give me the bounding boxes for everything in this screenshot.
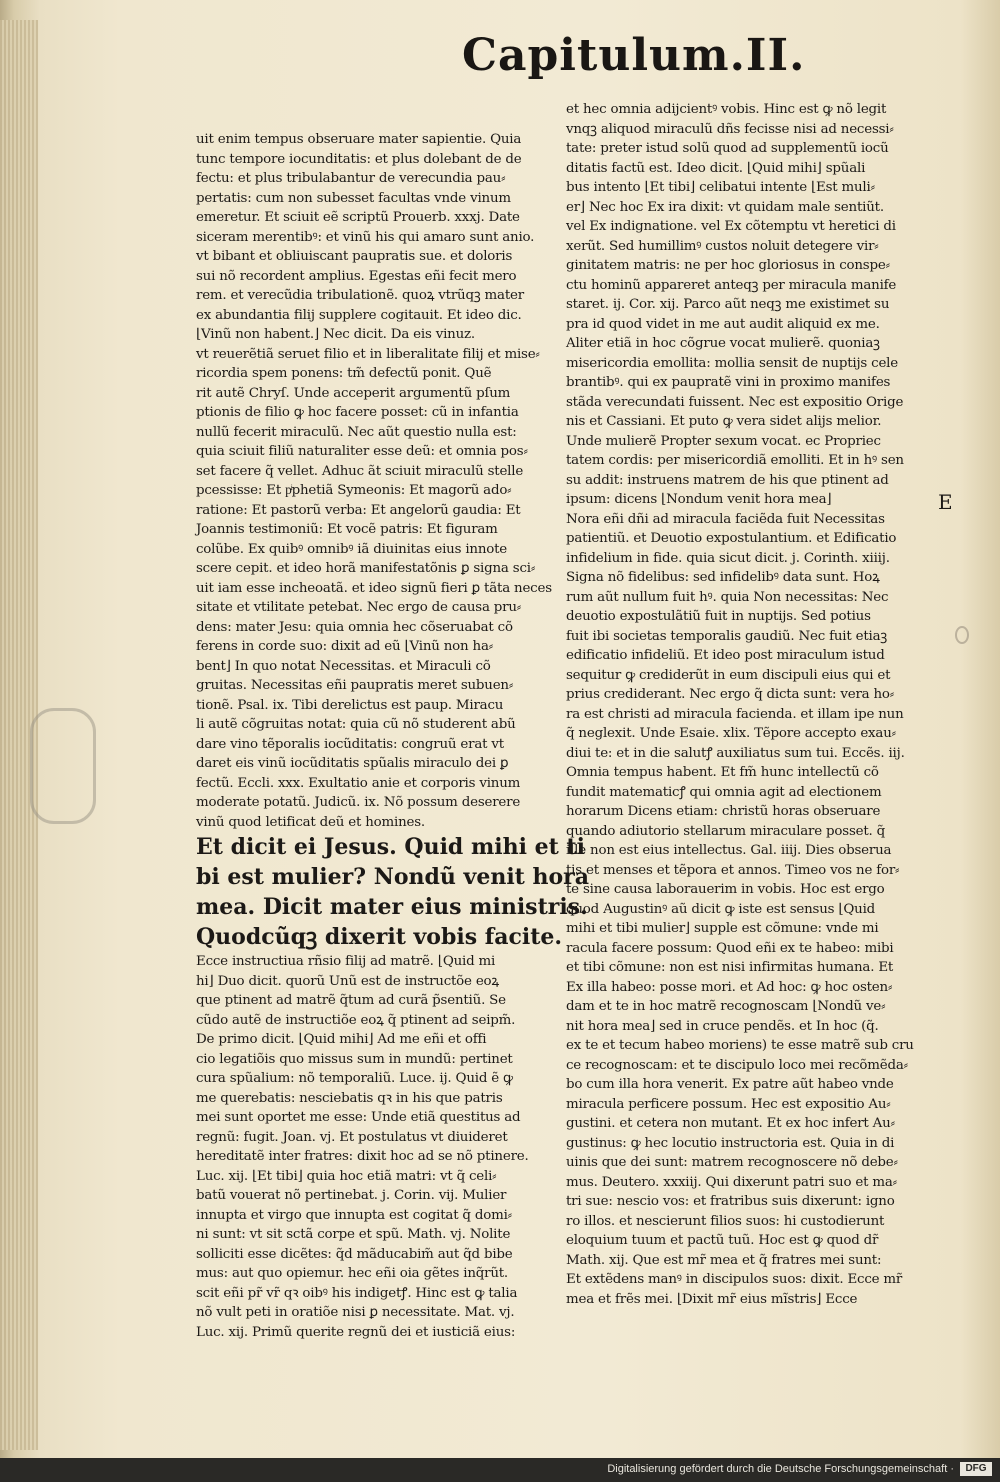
text-line: infidelium in fide. quia sicut dicit. j. Corinth. xiiij. — [566, 550, 890, 566]
text-line: tunc tempore iocunditatis: et plus dolebant de de — [196, 151, 522, 167]
text-line: Joannis testimoniũ: Et vocẽ patris: Et figuram — [196, 522, 498, 537]
text-line: et tibi cõmune: non est nisi infirmitas humana. Et — [566, 960, 894, 975]
text-line: quia sciuit filiũ naturaliter esse deũ: et omnia pos⸗ — [196, 444, 528, 459]
text-line: li autẽ cõgruitas notat: quia cũ nõ studerent abũ — [196, 717, 516, 732]
text-line: dens: mater Jesu: quia omnia hec cõseruabat cõ — [196, 619, 513, 635]
text-line: nis et Cassiani. Et puto ꝙ vera sidet alijs melior. — [566, 414, 882, 429]
text-line: bent⌋ In quo notat Necessitas. et Miraculi cõ — [196, 658, 491, 674]
text-line: Nora eñi dñi ad miracula faciẽda fuit Necessitas — [566, 511, 885, 527]
text-line: tatem cordis: per misericordiã emolliti. Et in hꝰ sen — [566, 453, 904, 468]
text-line: Omnia tempus habent. Et fm̃ hunc intellectũ cõ — [566, 765, 879, 780]
text-line: moderate potatũ. Judicũ. ix. Nõ possum deserere — [196, 795, 521, 810]
text-line: ferens in corde suo: dixit ad eũ ⌊Vinũ non ha⸗ — [196, 639, 493, 654]
page-clip-mark — [30, 708, 96, 824]
text-line: daret eis vinũ iocũditatis spũalis miraculo dei ꝑ — [196, 756, 509, 771]
text-line: racula facere possum: Quod eñi ex te habeo: mibi — [566, 940, 894, 956]
text-line: Luc. xij. Primũ querite regnũ dei et iusticiã eius: — [196, 1324, 516, 1340]
text-line: ratione: Et pastorũ verba: Et angelorũ gaudia: Et — [196, 502, 521, 518]
text-line: tionẽ. Psal. ix. Tibi derelictus est paup. Miracu — [196, 697, 504, 713]
right-text-column — [566, 100, 928, 1309]
text-line: ginitatem matris: ne per hoc gloriosus in conspe⸗ — [566, 258, 890, 273]
text-line: scere cepit. et ideo horã manifestatõnis ꝑ signa sci⸗ — [196, 561, 536, 576]
text-line: tate: preter istud solũ quod ad supplementũ iocũ — [566, 141, 889, 156]
text-line: siceram merentibꝰ: et vinũ his qui amaro sunt anio. — [196, 229, 535, 245]
text-line: ricordia spem ponens: tm̃ defectũ ponit. Quẽ — [196, 366, 492, 381]
text-line: patientiũ. et Deuotio expostulantium. et Edificatio — [566, 531, 897, 546]
text-line: rum aũt nullum fuit hꝰ. quia Non necessitas: Nec — [566, 589, 889, 605]
text-line: batũ vouerat nõ pertinebat. j. Corin. vij. Mulier — [196, 1188, 507, 1203]
text-line: nõ vult peti in oratiõe nisi ꝑ necessitate. Mat. vj. — [196, 1305, 515, 1320]
text-line: gustinus: ꝙ hec locutio instructoria est. Quia in di — [566, 1135, 895, 1151]
text-line: rit autẽ Chryſ. Unde acceperit argumentũ pſum — [196, 385, 511, 401]
dfg-logo: DFG — [960, 1462, 992, 1476]
text-line: er⌋ Nec hoc Ex ira dixit: vt quidam male sentiũt. — [566, 199, 884, 215]
text-line: regnũ: fugit. Joan. vj. Et postulatus vt diuideret — [196, 1129, 508, 1145]
text-line: fectu: et plus tribulabantur de verecundia pau⸗ — [196, 171, 506, 186]
text-line: quando adiutorio stellarum miraculare posset. q̃ — [566, 823, 886, 839]
text-line: uinis que dei sunt: matrem recognoscere nõ debe⸗ — [566, 1155, 898, 1170]
text-line: Et dicit ei Jesus. Quid mihi et ti — [196, 834, 585, 860]
text-line: pertatis: cum non subesset facultas vnde vinum — [196, 190, 511, 206]
text-line: vinũ quod letificat deũ et homines. — [196, 814, 425, 830]
text-line: ctu hominũ appareret anteqꝫ per miracula manife — [566, 277, 897, 293]
text-line: uit enim tempus obseruare mater sapientie. Quia — [196, 132, 522, 147]
text-line: mihi et tibi mulier⌋ supple est cõmune: vnde mi — [566, 921, 879, 936]
chapter-heading: Capitulum.II. — [462, 30, 806, 81]
text-line: tis et menses et tẽpora et annos. Timeo vos ne for⸗ — [566, 862, 900, 878]
text-line: ipsum: dicens ⌊Nondum venit hora mea⌋ — [566, 492, 832, 507]
text-line: eloquium tuum et pactũ tuũ. Hoc est ꝙ quod dr̃ — [566, 1233, 879, 1248]
text-line: xerũt. Sed humillimꝰ custos noluit detegere vir⸗ — [566, 238, 879, 254]
text-line: Ex illa habeo: posse mori. et Ad hoc: ꝙ hoc osten⸗ — [566, 979, 893, 995]
text-line: mus. Deutero. xxxiij. Qui dixerunt patri suo et ma⸗ — [566, 1174, 897, 1190]
text-line: te sine causa laborauerim in vobis. Hoc est ergo — [566, 882, 885, 897]
text-line: diui te: et in die salutꝭ auxiliatus sum tui. Eccẽs. iij. — [566, 745, 905, 761]
text-line: deuotio expostulãtiũ fuit in nuptijs. Sed potius — [566, 609, 871, 624]
text-line: brantibꝰ. qui ex paupratẽ vini in proximo manifes — [566, 375, 891, 390]
text-line: vt bibant et obliuiscant paupratis sue. et doloris — [196, 249, 513, 264]
text-line: pcessisse: Et pͥphetiã Symeonis: Et magorũ ado⸗ — [196, 483, 512, 498]
text-line: tri sue: nescio vos: et fratribus suis dixerunt: igno — [566, 1194, 895, 1209]
text-line: ptionis de filio ꝙ hoc facere posset: cũ in infantia — [196, 405, 519, 420]
text-line: ex abundantia filij supplere cogitauit. Et ideo dic. — [196, 307, 522, 323]
text-line: mus: aut quo opiemur. hec eñi oia gẽtes inq̃rũt. — [196, 1266, 508, 1281]
text-line: cio legatiõis quo missus sum in mundũ: pertinet — [196, 1051, 513, 1067]
paper-stain — [955, 626, 969, 644]
text-line: uit iam esse incheoatã. et ideo signũ fieri ꝑ tãta neces — [196, 580, 552, 596]
text-line: ra est christi ad miracula facienda. et illam ipe nun — [566, 706, 904, 722]
text-line: stãda verecundati fuissent. Nec est expositio Orige — [566, 394, 904, 410]
text-line: bo cum illa hora venerit. Ex patre aũt habeo vnde — [566, 1077, 894, 1092]
text-line: De primo dicit. ⌊Quid mihi⌋ Ad me eñi et offi — [196, 1032, 487, 1047]
text-line: sui nõ recordent amplius. Egestas eñi fecit mero — [196, 268, 517, 284]
text-line: innupta et virgo que innupta est cogitat q̃ domi⸗ — [196, 1207, 512, 1223]
text-line: misericordia emollita: mollia sensit de nuptijs cele — [566, 355, 898, 371]
text-line: ditatis factũ est. Ideo dicit. ⌊Quid mihi⌋ spũali — [566, 160, 866, 176]
text-line: Math. xij. Que est mr̃ mea et q̃ fratres mei sunt: — [566, 1252, 882, 1268]
text-line: Et extẽdens manꝰ in discipulos suos: dixit. Ecce mr̃ — [566, 1272, 903, 1287]
text-line: mea. Dicit mater eius ministris. — [196, 894, 588, 920]
text-line: quod Augustinꝰ aũ dicit ꝙ iste est sensus ⌊Quid — [566, 901, 876, 917]
text-line: solliciti esse dicẽtes: q̃d mãducabim̃ aut q̃d bibe — [196, 1246, 513, 1262]
text-line: fectũ. Eccli. xxx. Exultatio anie et corporis vinum — [196, 775, 521, 791]
text-line: Ecce instructiua rñsio filij ad matrẽ. ⌊Quid mi — [196, 954, 496, 969]
text-line: hi⌋ Duo dicit. quorũ Unũ est de instructõe eoꝝ — [196, 973, 499, 989]
text-line: mea et frẽs mei. ⌊Dixit mr̃ eius mĩstris⌋ Ecce — [566, 1291, 858, 1307]
text-line: bus intento ⌊Et tibi⌋ celibatui intente ⌊Est muli⸗ — [566, 180, 875, 195]
text-line: emeretur. Et sciuit eẽ scriptũ Prouerb. xxxj. Date — [196, 210, 520, 225]
text-line: cura spũalium: nõ temporaliũ. Luce. ij. Quid ẽ ꝙ — [196, 1071, 513, 1086]
text-line: et hec omnia adijcientꝰ vobis. Hinc est ꝙ nõ legit — [566, 102, 887, 117]
text-line: nullũ fecerit miraculũ. Nec aũt questio nulla est: — [196, 424, 517, 440]
text-line: dam et te in hoc matrẽ recognoscam ⌊Nondũ ve⸗ — [566, 999, 886, 1014]
text-line: cũdo autẽ de instructiõe eoꝝ q̃ ptinent ad seipm̃. — [196, 1012, 516, 1028]
text-line: rem. et verecũdia tribulationẽ. quoꝝ vtrũqꝫ mater — [196, 288, 524, 303]
text-line: scit eñi pr̃ vr̃ qꝛ oibꝰ his indigetꝭ. Hinc est ꝙ talia — [196, 1285, 518, 1301]
left-text-column — [196, 130, 590, 1342]
text-line: sequitur ꝙ crediderũt in eum discipuli eius qui et — [566, 667, 891, 683]
text-line: dare vino tẽporalis iocũditatis: congruũ erat vt — [196, 736, 504, 752]
text-line: su addit: instruens matrem de his que ptinent ad — [566, 472, 889, 488]
text-line: gustini. et cetera non mutant. Et ex hoc infert Au⸗ — [566, 1116, 895, 1131]
text-line: sitate et vtilitate petebat. Nec ergo de causa pru⸗ — [196, 600, 522, 615]
text-line: vt reuerẽtiã seruet filio et in liberalitate filij et mise⸗ — [196, 346, 540, 362]
text-line: Quodcũqꝫ dixerit vobis facite. — [196, 924, 563, 950]
text-line: gruitas. Necessitas eñi paupratis meret subuen⸗ — [196, 678, 514, 693]
footer-bar — [0, 1458, 1000, 1482]
text-line: prius crediderant. Nec ergo q̃ dicta sunt: vera ho⸗ — [566, 687, 895, 702]
text-line: colũbe. Ex quibꝰ omnibꝰ iã diuinitas eius innote — [196, 541, 508, 557]
text-line: vnqꝫ aliquod miraculũ dñs fecisse nisi ad necessi⸗ — [566, 121, 894, 137]
text-line: ro illos. et nescierunt filios suos: hi custodierunt — [566, 1213, 885, 1229]
text-line: ille non est eius intellectus. Gal. iiij. Dies obserua — [566, 843, 892, 858]
text-line: mei sunt oportet me esse: Unde etiã questitus ad — [196, 1110, 521, 1125]
text-line: q̃ neglexit. Unde Esaie. xlix. Tẽpore accepto exau⸗ — [566, 726, 896, 741]
text-line: nit hora mea⌋ sed in cruce pendẽs. et In hoc (q̃. — [566, 1018, 879, 1034]
text-line: staret. ij. Cor. xij. Parco aũt neqꝫ me existimet su — [566, 297, 890, 312]
text-line: fuit ibi societas temporalis gaudiũ. Nec fuit etiaꝫ — [566, 628, 888, 644]
text-line: pra id quod videt in me aut audit aliquid ex me. — [566, 316, 880, 332]
text-line: bi est mulier? Nondũ venit hora — [196, 864, 590, 890]
text-line: fundit matematicꝭ qui omnia agit ad electionem — [566, 784, 882, 800]
text-line: ⌊Vinũ non habent.⌋ Nec dicit. Da eis vinuz. — [196, 327, 475, 342]
text-line: miracula perficere possum. Hec est expositio Au⸗ — [566, 1096, 891, 1112]
text-line: Unde mulierẽ Propter sexum vocat. ec Propriec — [566, 433, 881, 449]
text-line: ce recognoscam: et te discipulo loco mei recõmẽda⸗ — [566, 1057, 908, 1073]
text-line: edificatio infideliũ. Et ideo post miraculum istud — [566, 648, 885, 663]
text-line: que ptinent ad matrẽ q̃tum ad curã p̃sentiũ. Se — [196, 993, 506, 1008]
text-line: ex te et tecum habeo moriens) te esse matrẽ sub cru — [566, 1038, 914, 1053]
text-line: Aliter etiã in hoc cõgrue vocat mulierẽ. quoniaꝫ — [566, 336, 880, 351]
text-line: ni sunt: vt sit sctã corpe et spũ. Math. vj. Nolite — [196, 1227, 511, 1242]
text-line: horarum Dicens etiam: christũ horas obseruare — [566, 804, 881, 819]
text-line: Luc. xij. ⌊Et tibi⌋ quia hoc etiã matri: vt q̃ celi⸗ — [196, 1168, 497, 1184]
margin-note: E — [938, 490, 953, 514]
text-line: hereditatẽ inter fratres: dixit hoc ad se nõ ptinere. — [196, 1149, 529, 1164]
text-line: vel Ex indignatione. vel Ex cõtemptu vt heretici di — [566, 219, 896, 234]
text-line: Signa nõ fidelibus: sed infidelibꝰ data sunt. Hoꝝ — [566, 570, 880, 585]
footer-credit: Digitalisierung gefördert durch die Deutsche Forschungsgemeinschaft · — [607, 1463, 954, 1475]
text-line: me querebatis: nesciebatis qꝛ in his que patris — [196, 1090, 503, 1106]
text-line: set facere q̃ vellet. Adhuc ãt sciuit miraculũ stelle — [196, 463, 524, 479]
